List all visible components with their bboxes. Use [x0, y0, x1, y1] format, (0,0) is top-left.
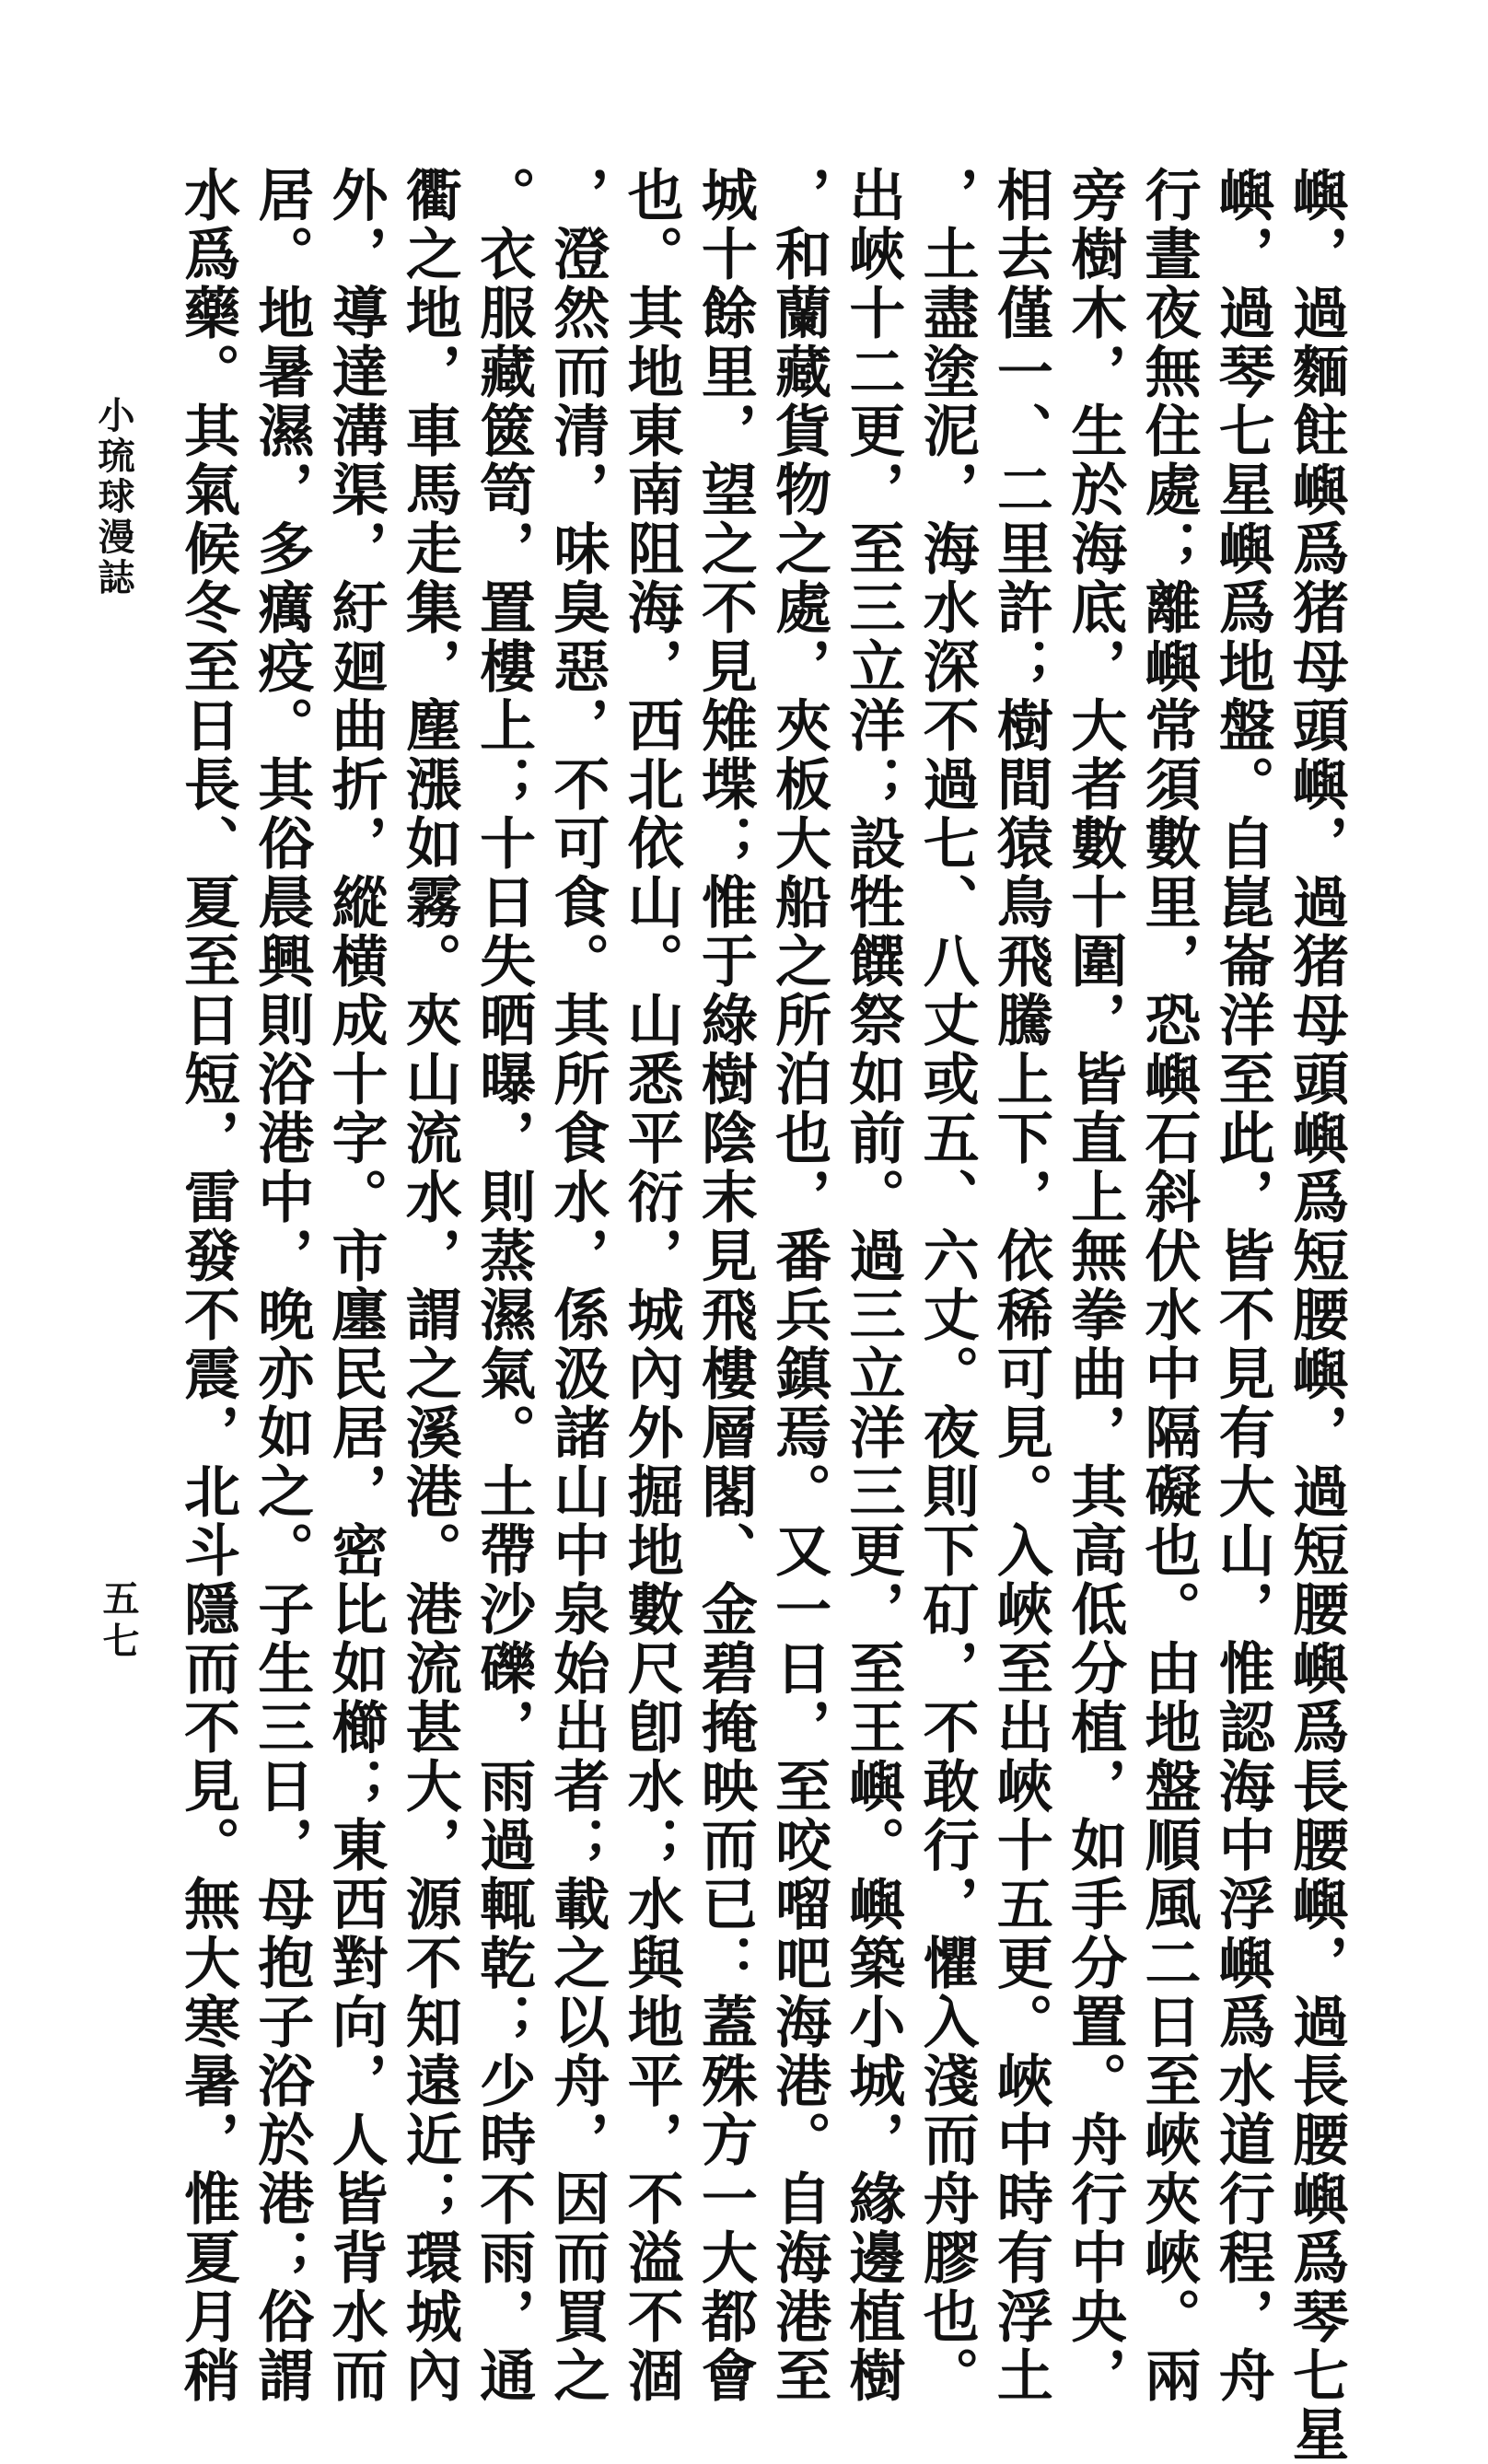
text-column-15: 居。地暑濕，多癘疫。其俗晨興則浴港中，晚亦如之。子生三日，母抱子浴於港；俗謂	[249, 166, 315, 2405]
text-column-3: 行晝夜無住處；離嶼常須數里，恐嶼石斜伏水中隔礙也。由地盤順風二日至峽夾峽。兩	[1135, 166, 1202, 2405]
text-column-12: 。衣服藏篋笥，置樓上；十日失晒曝，則蒸濕氣。土帶沙礫，雨過輒乾；少時不雨，通	[471, 166, 537, 2405]
text-column-9: 城十餘里，望之不見雉堞；惟于綠樹陰末見飛樓層閣、金碧掩映而已：蓋殊方一大都會	[692, 166, 758, 2405]
running-head-title: 小琉球漫誌	[92, 396, 135, 599]
text-column-2: 嶼，過琴七星嶼爲地盤。自崑崙洋至此，皆不見有大山，惟認海中浮嶼爲水道行程，舟	[1209, 166, 1275, 2405]
text-column-13: 衢之地，車馬走集，塵漲如霧。夾山流水，謂之溪港。港流甚大，源不知遠近；環城內	[396, 166, 462, 2405]
text-column-10: 也。其地東南阻海，西北依山。山悉平衍，城內外掘地數尺卽水；水與地平，不溢不涸	[618, 166, 684, 2405]
main-text-block	[175, 166, 1349, 2464]
page-number: 五七	[97, 1579, 140, 1664]
text-column-6: ，土盡塗泥，海水深不過七、八丈或五、六丈。夜則下矴，不敢行，懼入淺而舟膠也。	[913, 166, 980, 2405]
text-column-5: 相去僅一、二里許；樹間猿鳥飛騰上下，依稀可見。入峽至出峽十五更。峽中時有浮土	[987, 166, 1053, 2405]
text-column-14: 外，導達溝渠，紆廻曲折，縱横成十字。市廛民居，密比如櫛；東西對向，人皆背水而	[322, 166, 389, 2405]
text-column-4: 旁樹木，生於海底，大者數十圍，皆直上無拳曲，其高低分植，如手分置。舟行中央，	[1062, 166, 1128, 2405]
text-column-16: 水爲藥。其氣候冬至日長、夏至日短，雷發不震，北斗隱而不見。無大寒暑，惟夏月稍	[175, 166, 240, 2405]
text-column-11: ，澄然而清，味臭惡，不可食。其所食水，係汲諸山中泉始出者；載之以舟，因而買之	[544, 166, 610, 2405]
text-column-1: 嶼，過麵飳嶼爲猪母頭嶼，過猪母頭嶼爲短腰嶼，過短腰嶼爲長腰嶼，過長腰嶼爲琴七星	[1283, 166, 1349, 2464]
text-column-8: ，和蘭藏貨物之處，夾板大船之所泊也，番兵鎮焉。又一日，至咬𠺕吧海港。自海港至	[766, 166, 832, 2405]
text-column-7: 出峽十二更，至三立洋；設牲饌祭如前。過三立洋三更，至王嶼。嶼築小城，緣邊植樹	[840, 166, 906, 2405]
